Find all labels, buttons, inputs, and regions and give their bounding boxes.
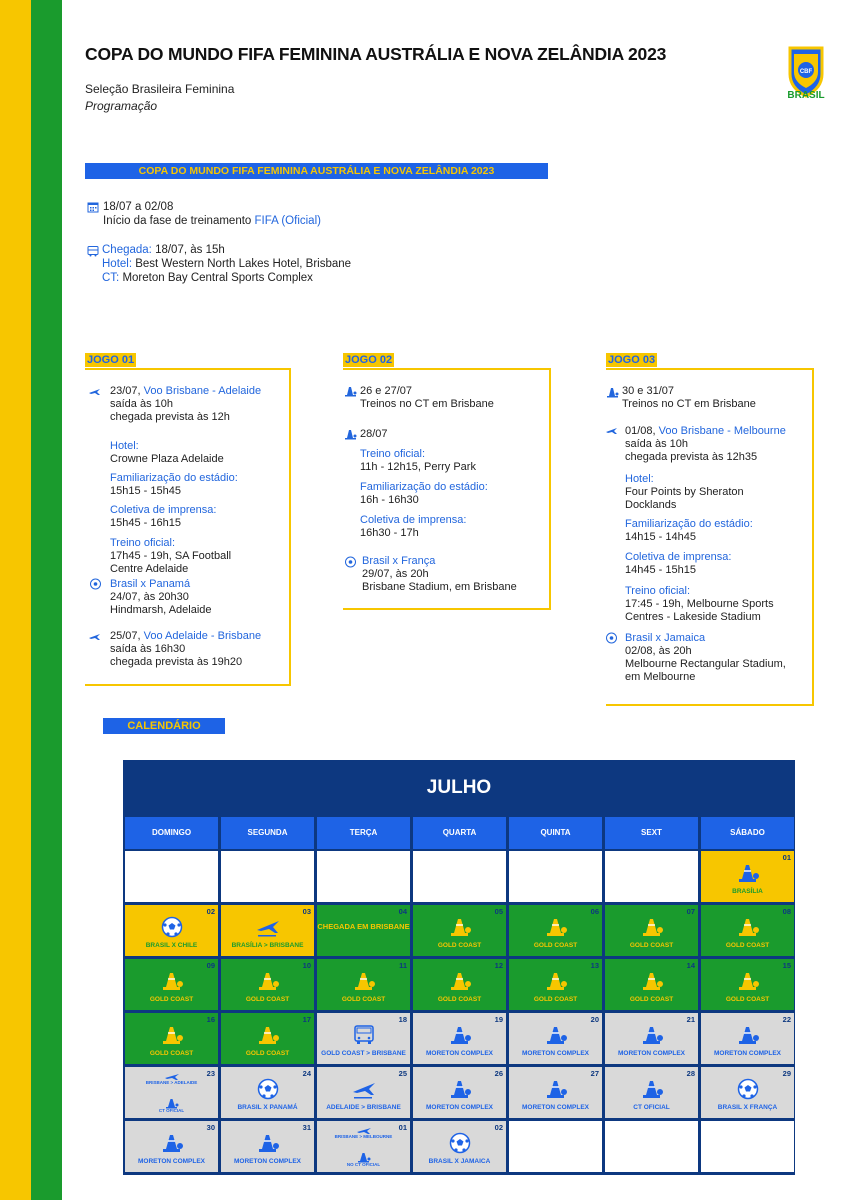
day-number: 19 bbox=[494, 1015, 503, 1024]
soccer-ball-icon bbox=[160, 916, 184, 938]
day-label: GOLD COAST > BRISBANE bbox=[321, 1050, 406, 1057]
day-label: ADELAIDE > BRISBANE bbox=[326, 1104, 401, 1111]
day-number: 11 bbox=[399, 961, 407, 970]
page-subtitle-2: Programação bbox=[85, 99, 158, 113]
jogo3-training: Treino oficial: 17:45 - 19h, Melbourne Sports Centres - Lakeside Stadium bbox=[625, 585, 774, 623]
jogo1-flight2: 25/07, Voo Adelaide - Brisbane saída às 16h30 chegada prevista às 19h20 bbox=[110, 630, 262, 668]
day-number: 29 bbox=[782, 1069, 791, 1078]
jogo1-training: Treino oficial: 17h45 - 19h, SA Football Centre Adelaide bbox=[110, 537, 232, 575]
day-label: GOLD COAST bbox=[149, 1050, 194, 1057]
calendar-label: CALENDÁRIO bbox=[103, 718, 225, 734]
training-cone-icon bbox=[544, 916, 568, 938]
day-label: CHEGADA EM BRISBANE bbox=[317, 922, 410, 931]
day-label: BRASIL X CHILE bbox=[145, 942, 198, 949]
day-number: 25 bbox=[398, 1069, 407, 1078]
day-label-2: CT OFICIAL bbox=[158, 1108, 185, 1113]
day-of-week-header: TERÇA bbox=[317, 817, 410, 849]
ct-line: CT: Moreton Bay Central Sports Complex bbox=[102, 272, 313, 284]
day-number: 30 bbox=[206, 1123, 215, 1132]
bus-icon bbox=[87, 245, 99, 257]
jogo1-familiarization: Familiarização do estádio: 15h15 - 15h45 bbox=[110, 472, 238, 497]
training-cone-icon bbox=[352, 970, 376, 992]
calendar-day-cell bbox=[125, 851, 218, 902]
training-cone-icon bbox=[160, 1024, 184, 1046]
calendar-day-cell bbox=[317, 959, 410, 1010]
day-label: MORETON COMPLEX bbox=[425, 1104, 494, 1111]
day-label: GOLD COAST bbox=[245, 996, 290, 1003]
jogo1-press: Coletiva de imprensa: 15h45 - 16h15 bbox=[110, 504, 217, 529]
calendar-day-cell bbox=[413, 1067, 506, 1118]
day-number: 26 bbox=[494, 1069, 503, 1078]
training-cone-icon bbox=[256, 1024, 280, 1046]
jogo1-label: JOGO 01 bbox=[87, 354, 135, 366]
calendar-day-cell bbox=[605, 1013, 698, 1064]
jogo3-label: JOGO 03 bbox=[608, 354, 656, 366]
day-number: 02 bbox=[494, 1123, 503, 1132]
training-cone-icon bbox=[736, 970, 760, 992]
calendar-day-cell bbox=[125, 1067, 218, 1118]
calendar-day-cell bbox=[509, 1013, 602, 1064]
calendar-day-cell bbox=[317, 1121, 410, 1172]
day-label: GOLD COAST bbox=[629, 996, 674, 1003]
training-cone-icon bbox=[160, 970, 184, 992]
day-of-week-header: QUINTA bbox=[509, 817, 602, 849]
training-cone-icon bbox=[544, 1078, 568, 1100]
hotel-line: Hotel: Best Western North Lakes Hotel, Brisbane bbox=[102, 258, 352, 270]
soccer-ball-icon bbox=[736, 1078, 760, 1100]
day-label: GOLD COAST bbox=[437, 942, 482, 949]
calendar-day-cell bbox=[605, 1067, 698, 1118]
training-cone-icon bbox=[736, 1024, 760, 1046]
day-number: 08 bbox=[782, 907, 791, 916]
training-dates: 18/07 a 02/08 bbox=[103, 201, 174, 213]
jogo2-press: Coletiva de imprensa: 16h30 - 17h bbox=[360, 514, 467, 539]
jogo3-press: Coletiva de imprensa: 14h45 - 15h15 bbox=[625, 551, 732, 576]
fifa-link: FIFA (Oficial) bbox=[254, 215, 321, 227]
day-label: BRASÍLIA > BRISBANE bbox=[231, 942, 304, 949]
day-label-2: NO CT OFICIAL bbox=[346, 1162, 381, 1167]
day-number: 13 bbox=[590, 961, 599, 970]
calendar-day-cell bbox=[221, 1067, 314, 1118]
calendar-day-cell bbox=[125, 1013, 218, 1064]
jogo3-training1: 30 e 31/07 Treinos no CT em Brisbane bbox=[622, 385, 756, 410]
calendar-day-cell bbox=[413, 851, 506, 902]
training-cone-icon bbox=[544, 970, 568, 992]
day-number: 12 bbox=[494, 961, 503, 970]
day-number: 09 bbox=[206, 961, 215, 970]
calendar-day-cell bbox=[221, 851, 314, 902]
calendar-day-cell bbox=[509, 851, 602, 902]
day-label: BRASÍLIA bbox=[732, 888, 763, 895]
calendar-day-cell bbox=[221, 1121, 314, 1172]
calendar-day-cell bbox=[125, 959, 218, 1010]
page-title: COPA DO MUNDO FIFA FEMININA AUSTRÁLIA E NOVA ZELÂNDIA 2023 bbox=[85, 44, 667, 64]
day-number: 01 bbox=[782, 853, 791, 862]
day-number: 05 bbox=[494, 907, 503, 916]
calendar-day-cell bbox=[413, 1121, 506, 1172]
training-cone-icon bbox=[640, 916, 664, 938]
day-label: BRISBANE > ADELAIDE bbox=[145, 1080, 198, 1085]
jogo1-flight1: 23/07, Voo Brisbane - Adelaide saída às 10h chegada prevista às 12h bbox=[110, 385, 262, 423]
day-number: 06 bbox=[590, 907, 599, 916]
soccer-ball-icon bbox=[256, 1078, 280, 1100]
yellow-stripe bbox=[0, 0, 31, 1200]
day-number: 07 bbox=[686, 907, 695, 916]
day-label: GOLD COAST bbox=[725, 996, 770, 1003]
day-of-week-header: DOMINGO bbox=[125, 817, 218, 849]
day-of-week-header: SEGUNDA bbox=[221, 817, 314, 849]
calendar-day-cell bbox=[509, 1121, 602, 1172]
day-number: 15 bbox=[782, 961, 791, 970]
plane-icon bbox=[352, 1078, 376, 1100]
calendar-day-cell bbox=[413, 905, 506, 956]
training-cone-icon bbox=[160, 1132, 184, 1154]
calendar-day-cell bbox=[413, 1013, 506, 1064]
jogo2-label: JOGO 02 bbox=[345, 354, 393, 366]
jogo3-hotel: Hotel: Four Points by Sheraton Docklands bbox=[625, 473, 744, 511]
day-label: GOLD COAST bbox=[245, 1050, 290, 1057]
day-number: 03 bbox=[302, 907, 311, 916]
section-bar: COPA DO MUNDO FIFA FEMININA AUSTRÁLIA E NOVA ZELÂNDIA 2023 bbox=[85, 163, 548, 179]
day-label: MORETON COMPLEX bbox=[713, 1050, 782, 1057]
training-cone-icon bbox=[448, 916, 472, 938]
calendar-day-cell bbox=[317, 1013, 410, 1064]
day-number: 20 bbox=[590, 1015, 599, 1024]
calendar-day-cell bbox=[317, 905, 410, 956]
cone-icon bbox=[606, 386, 619, 398]
calendar-day-cell bbox=[221, 905, 314, 956]
calendar-day-cell bbox=[125, 905, 218, 956]
calendar bbox=[123, 760, 795, 1175]
day-number: 17 bbox=[302, 1015, 311, 1024]
training-cone-icon bbox=[736, 916, 760, 938]
calendar-day-cell bbox=[701, 851, 794, 902]
day-number: 10 bbox=[302, 961, 311, 970]
day-label: BRASIL X FRANÇA bbox=[717, 1104, 778, 1111]
day-label: GOLD COAST bbox=[533, 996, 578, 1003]
training-cone-icon bbox=[640, 970, 664, 992]
day-number: 22 bbox=[782, 1015, 791, 1024]
calendar-day-cell bbox=[605, 851, 698, 902]
day-label: MORETON COMPLEX bbox=[521, 1104, 590, 1111]
calendar-day-cell bbox=[509, 1067, 602, 1118]
calendar-day-cell bbox=[701, 1121, 794, 1172]
day-number: 18 bbox=[398, 1015, 407, 1024]
soccer-ball-icon bbox=[89, 578, 102, 590]
day-number: 28 bbox=[686, 1069, 695, 1078]
day-label: GOLD COAST bbox=[629, 942, 674, 949]
day-label: BRASIL X JAMAICA bbox=[428, 1158, 491, 1165]
day-label: BRISBANE > MELBOURNE bbox=[334, 1134, 393, 1139]
training-cone-icon bbox=[736, 862, 760, 884]
logo-text: BRASIL bbox=[787, 90, 825, 101]
logo-badge: CBF bbox=[799, 69, 813, 75]
day-label: MORETON COMPLEX bbox=[521, 1050, 590, 1057]
calendar-month: JULHO bbox=[426, 777, 492, 798]
day-label: MORETON COMPLEX bbox=[425, 1050, 494, 1057]
day-number: 02 bbox=[206, 907, 215, 916]
calendar-day-cell bbox=[701, 905, 794, 956]
day-label: GOLD COAST bbox=[725, 942, 770, 949]
calendar-day-cell bbox=[221, 1013, 314, 1064]
jogo2-date: 28/07 bbox=[360, 428, 388, 440]
day-number: 14 bbox=[686, 961, 695, 970]
calendar-day-cell bbox=[605, 905, 698, 956]
day-number: 21 bbox=[686, 1015, 695, 1024]
calendar-icon bbox=[87, 201, 99, 213]
plane-icon bbox=[88, 631, 101, 643]
training-cone-icon bbox=[256, 970, 280, 992]
page-subtitle: Seleção Brasileira Feminina bbox=[85, 82, 235, 96]
day-number: 04 bbox=[398, 907, 407, 916]
calendar-day-cell bbox=[605, 959, 698, 1010]
day-label: GOLD COAST bbox=[341, 996, 386, 1003]
day-number: 24 bbox=[302, 1069, 311, 1078]
calendar-day-cell bbox=[701, 959, 794, 1010]
day-label: GOLD COAST bbox=[437, 996, 482, 1003]
jogo3-flight: 01/08, Voo Brisbane - Melbourne saída às 10h chegada prevista às 12h35 bbox=[625, 425, 786, 463]
soccer-ball-icon bbox=[448, 1132, 472, 1154]
plane-icon bbox=[605, 425, 618, 437]
day-number: 31 bbox=[302, 1123, 311, 1132]
day-number: 27 bbox=[590, 1069, 599, 1078]
calendar-day-cell bbox=[509, 905, 602, 956]
day-number: 23 bbox=[206, 1069, 215, 1078]
training-cone-icon bbox=[448, 1024, 472, 1046]
training-cone-icon bbox=[448, 1078, 472, 1100]
day-of-week-header: SÁBADO bbox=[701, 817, 794, 849]
plane-icon bbox=[256, 916, 280, 938]
day-number: 01 bbox=[398, 1123, 407, 1132]
day-number: 16 bbox=[206, 1015, 215, 1024]
jogo1-hotel: Hotel: Crowne Plaza Adelaide bbox=[110, 440, 224, 465]
green-stripe bbox=[31, 0, 62, 1200]
training-cone-icon bbox=[640, 1024, 664, 1046]
day-label: MORETON COMPLEX bbox=[137, 1158, 206, 1165]
day-label: BRASIL X PANAMÁ bbox=[237, 1104, 298, 1111]
training-cone-icon bbox=[256, 1132, 280, 1154]
jogo3-match: Brasil x Jamaica 02/08, às 20h Melbourne Rectangular Stadium, em Melbourne bbox=[625, 632, 786, 683]
calendar-day-cell bbox=[701, 1013, 794, 1064]
calendar-day-cell bbox=[605, 1121, 698, 1172]
calendar-day-cell bbox=[413, 959, 506, 1010]
day-label: GOLD COAST bbox=[533, 942, 578, 949]
training-cone-icon bbox=[640, 1078, 664, 1100]
day-label: GOLD COAST bbox=[149, 996, 194, 1003]
jogo2-match: Brasil x França 29/07, às 20h Brisbane Stadium, em Brisbane bbox=[362, 555, 517, 593]
jogo1-match: Brasil x Panamá 24/07, às 20h30 Hindmarsh, Adelaide bbox=[110, 578, 212, 616]
jogo2-familiarization: Familiarização do estádio: 16h - 16h30 bbox=[360, 481, 488, 506]
day-label: MORETON COMPLEX bbox=[233, 1158, 302, 1165]
day-label: MORETON COMPLEX bbox=[617, 1050, 686, 1057]
cone-icon bbox=[344, 385, 357, 397]
calendar-day-cell bbox=[317, 851, 410, 902]
soccer-ball-icon bbox=[605, 632, 618, 644]
day-label: CT OFICIAL bbox=[633, 1104, 670, 1111]
bus-icon bbox=[352, 1024, 376, 1046]
calendar-day-cell bbox=[125, 1121, 218, 1172]
jogo3-familiarization: Familiarização do estádio: 14h15 - 14h45 bbox=[625, 518, 753, 543]
calendar-day-cell bbox=[701, 1067, 794, 1118]
arrival-line: Chegada: 18/07, às 15h bbox=[102, 244, 225, 256]
cone-icon bbox=[344, 428, 357, 440]
plane-icon bbox=[88, 386, 101, 398]
calendar-day-cell bbox=[509, 959, 602, 1010]
soccer-ball-icon bbox=[344, 556, 357, 568]
training-text: Início da fase de treinamento FIFA (Oficial) bbox=[103, 215, 321, 227]
jogo2-training1: 26 e 27/07 Treinos no CT em Brisbane bbox=[360, 385, 494, 410]
calendar-day-cell bbox=[317, 1067, 410, 1118]
training-cone-icon bbox=[544, 1024, 568, 1046]
jogo2-training: Treino oficial: 11h - 12h15, Perry Park bbox=[360, 448, 476, 473]
day-of-week-header: QUARTA bbox=[413, 817, 506, 849]
day-of-week-header: SEXT bbox=[605, 817, 698, 849]
training-cone-icon bbox=[448, 970, 472, 992]
calendar-day-cell bbox=[221, 959, 314, 1010]
